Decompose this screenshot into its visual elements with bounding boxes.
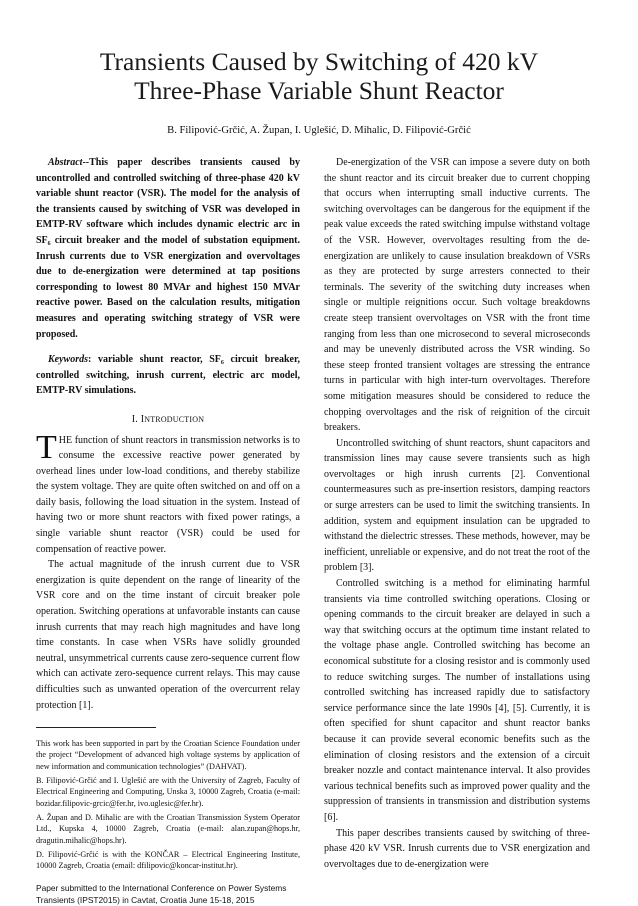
keywords [36, 352, 300, 399]
intro-paragraph-2: The actual magnitude of the inrush current due to VSR energization is quite dependent on the range of linearity of the VSR core and on the time instant of circuit breaker pole operation. Switching operations at unfavorable instants can cause inrush currents that may reach high magnitudes and have long time constants. In case when VSRs have solidly grounded neutral, unsymmetrical currents cause zero-sequence current flow which can activate zero-sequence current relays. This may cause difficulties such as unwanted operation of the overcurrent relay protection [1]. [36, 559, 300, 711]
abstract-label: Abstract [48, 157, 83, 168]
footnote-affiliation-2: A. Župan and D. Mihalic are with the Croatian Transmission System Operator Ltd., Kupska 4, 10000 Zagreb, Croatia (e-mail: alan.zupan@hops.hr, dragutin.mihalic@hops.hr). [36, 812, 300, 845]
intro-paragraph-1-text: HE function of shunt reactors in transmission networks is to consume the excessive reactive power generated by overhead lines under low-load conditions, and thereby stabilize the system voltage. They are quite often switched on and off on a daily basis, following the load situation in the system. Instead of having two or more shunt reactors with fixed power ratings, a single variable shunt reactor (VSR) could be used for compensation of reactive power. [36, 434, 300, 555]
title-line-1: Transients Caused by Switching of 420 kV [99, 47, 539, 76]
section-number: I. [131, 413, 141, 425]
body-paragraph-2: Uncontrolled switching of shunt reactors, shunt capacitors and transmission lines may cause severe transients such as high overvoltages or high inrush currents [2]. Conventional countermeasures such as pre-insertion resistors, damping reactors or surge arresters can be used to limit the switching transients. In addition, system and equipment insulation can be upgraded to withstand the dielectric stresses. These methods, however, may be inefficient, unreliable or expensive, and do not treat the root of the problem [3]. [324, 437, 590, 574]
keywords-label: Keywords [48, 354, 88, 366]
body-paragraph-1: De-energization of the VSR can impose a severe duty on both the shunt reactor and its circuit breaker due to current chopping that occurs when interrupting small inductive currents. The switching overvoltages can be dangerous for the equipment if the peak value exceeds the rated switching impulse withstand voltage of the VSR. However, overvoltages resulting from the de-energization are unlikely to cause insulation breakdown of VSRs as they are protected by surge arresters connected to their terminals. The severity of the switching duty increases when single or multiple reignitions occur. Such voltage breakdowns create steep transient overvoltages on VSR with the front time ranging from less than one microsecond to several microseconds and may be unevenly distributed across the VSR winding. So these steep fronted transient voltages are stressing the entrance turns in particular with high inter-turn overvoltages. Therefore some mitigation measures should be considered to reduce the chopping overvoltages and the risk of reignition of the circuit breakers. [324, 157, 590, 434]
intro-paragraph-1 [36, 428, 300, 558]
title-line-2: Three-Phase Variable Shunt Reactor [134, 76, 504, 105]
abstract-text: --This paper describes transients caused by uncontrolled and controlled switching of three-phase 420 kV variable shunt reactor (VSR). The model for the analysis of the transients caused by switching of VSR was developed in EMTP-RV software which includes dynamic electric arc in SF₆ circuit breaker and the model of substation equipment. Inrush currents due to VSR energization and overvoltages due to de-energization were determined at tap positions corresponding to lowest 80 MVAr and highest 150 MVAr reactive power. Based on the calculation results, mitigation measures and operating switching strategy of VSR were proposed. [36, 157, 300, 340]
section-heading-introduction [36, 412, 300, 428]
section-title-rest: NTRODUCTION [144, 414, 205, 424]
drop-cap: T [36, 428, 57, 466]
submission-line-1: Paper submitted to the International Conference on Power Systems [36, 883, 287, 894]
right-column [324, 155, 590, 872]
footnote-affiliation-3: D. Filipović-Grčić is with the KONČAR – Electrical Engineering Institute, 10000 Zagreb, Croatia (email: dfilipovic@koncar-institut.hr). [36, 849, 300, 871]
submission-note [36, 883, 300, 906]
section-initial: I [140, 413, 145, 425]
author-list: B. Filipović-Grčić, A. Župan, I. Uglešić, D. Mihalic, D. Filipović-Grčić [167, 125, 471, 136]
paper-title [40, 47, 598, 105]
left-column [36, 155, 300, 906]
footnote-affiliation-1: B. Filipović-Grčić and I. Uglešić are with the University of Zagreb, Faculty of Electrical Engineering and Computing, Unska 3, 10000 Zagreb, Croatia (e-mail: bozidar.filipovic-grcic@fer.hr, ivo.uglesic@fer.hr). [36, 776, 300, 808]
submission-line-2: Transients (IPST2015) in Cavtat, Croatia June 15-18, 2015 [36, 894, 255, 905]
footnote-funding: This work has been supported in part by the Croatian Science Foundation under the project “Development of advanced high voltage systems by application of new information and communication technologies” (DAHVAT). [36, 739, 300, 771]
body-paragraph-3: Controlled switching is a method for eliminating harmful transients via time controlled switching operations. Closing or opening commands to the circuit breaker are delayed in such a way that switching occurs at the optimum time instant related to the voltage phase angle. Controlled switching has become an economical substitute for a closing resistor and is commonly used to reduce switching surges. The number of installations using controlled switching has increased rapidly due to satisfactory service performance since the late 1990s [4], [5]. Currently, it is often specified for shunt capacitor and shunt reactor banks because it can provide several economic benefits such as the elimination of closing resistors and the extension of a circuit breaker nozzle and contact maintenance interval. It also provides various technical benefits such as improved power quality and the suppression of transients in transmission and distribution systems [6]. [324, 578, 590, 823]
footnote-divider [36, 727, 156, 728]
body-paragraph-4: This paper describes transients caused by switching of three-phase 420 kV VSR. Inrush currents due to VSR energization and overvoltages due to de-energization were [324, 827, 590, 870]
keywords-text: : variable shunt reactor, SF₆ circuit breaker, controlled switching, inrush current, electric arc model, EMTP-RV simulations. [36, 354, 300, 397]
abstract [36, 155, 300, 342]
